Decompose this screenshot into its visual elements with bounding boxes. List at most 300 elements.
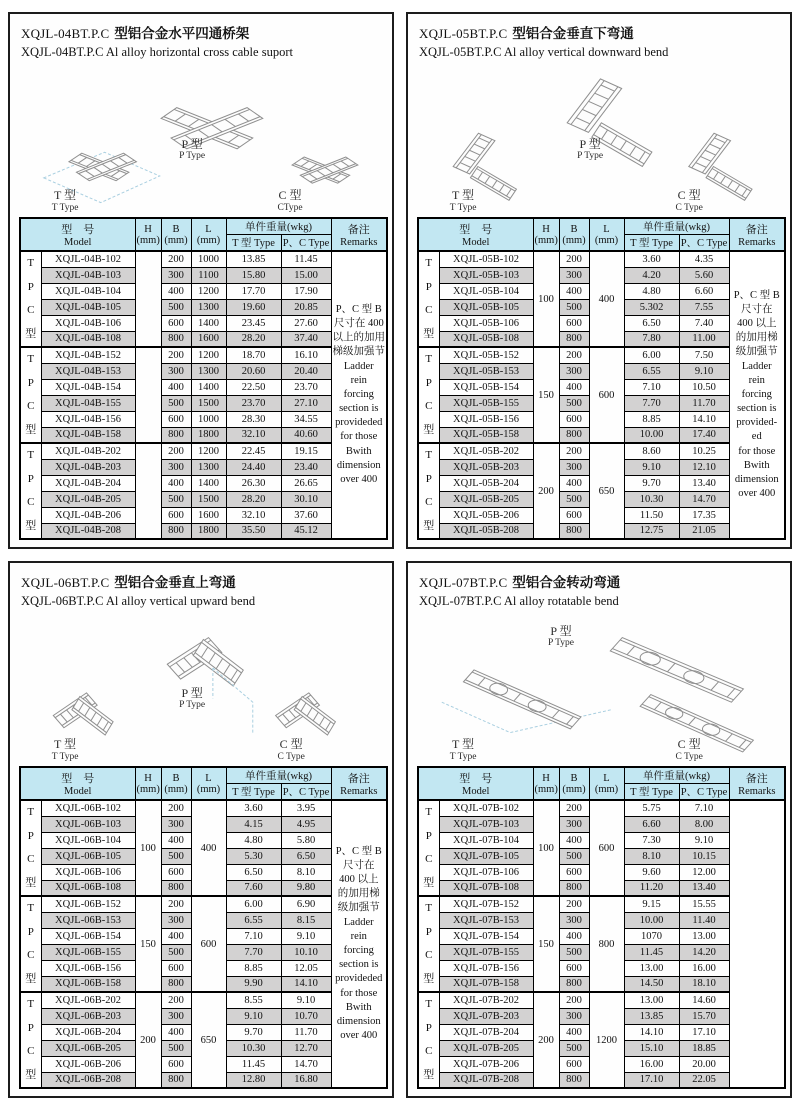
cell-weight-pc: 14.20 [679, 944, 729, 960]
cell-weight-pc: 17.35 [679, 507, 729, 523]
header-remarks: 备注 Remarks [729, 218, 785, 251]
cell-h [135, 251, 161, 347]
cell-weight-pc: 11.00 [679, 331, 729, 347]
cell-model: XQJL-05B-102 [439, 251, 533, 267]
header-model: 型 号 Model [418, 767, 533, 800]
remarks-line: provideded [335, 417, 383, 429]
cell-weight-pc: 4.95 [281, 816, 331, 832]
cell-weight-t: 22.50 [226, 379, 281, 395]
cell-weight-pc: 37.60 [281, 507, 331, 523]
cell-b: 600 [559, 1056, 589, 1072]
cell-weight-pc: 13.40 [679, 475, 729, 491]
table-body [418, 800, 785, 1088]
cell-b: 600 [559, 864, 589, 880]
cell-weight-t: 32.10 [226, 427, 281, 443]
figure-label-t: T 型 T Type [51, 188, 79, 213]
cell-weight-pc: 23.70 [281, 379, 331, 395]
cell-weight-t: 22.45 [226, 443, 281, 459]
cell-model: XQJL-07B-103 [439, 816, 533, 832]
cell-weight-pc: 27.10 [281, 395, 331, 411]
cell-b: 300 [161, 363, 191, 379]
cell-b: 400 [559, 832, 589, 848]
cell-b: 800 [559, 1072, 589, 1088]
cell-weight-t: 6.55 [624, 363, 679, 379]
cell-model: XQJL-06B-203 [41, 1008, 135, 1024]
cell-weight-t: 10.00 [624, 427, 679, 443]
cell-weight-pc: 14.10 [679, 411, 729, 427]
cell-weight-t: 7.30 [624, 832, 679, 848]
cell-weight-pc: 14.70 [679, 491, 729, 507]
cell-l: 600 [589, 800, 624, 896]
cell-weight-pc: 17.90 [281, 283, 331, 299]
cell-model: XQJL-04B-104 [41, 283, 135, 299]
cell-weight-t: 8.85 [624, 411, 679, 427]
cell-model: XQJL-04B-203 [41, 459, 135, 475]
cell-b: 800 [559, 331, 589, 347]
spec-table-06 [19, 766, 388, 1089]
remarks-line: forcing [741, 388, 772, 400]
cell-weight-t: 4.20 [624, 267, 679, 283]
cell-b: 500 [559, 395, 589, 411]
cell-weight-pc: 11.70 [281, 1024, 331, 1040]
cell-b: 200 [161, 443, 191, 459]
cell-model: XQJL-05B-206 [439, 507, 533, 523]
cell-weight-pc: 7.40 [679, 315, 729, 331]
header-unit-weight: 单件重量(wkg) [624, 218, 729, 235]
cell-l: 1500 [191, 395, 226, 411]
cell-b: 800 [559, 427, 589, 443]
cell-weight-pc: 11.70 [679, 395, 729, 411]
cell-weight-pc: 7.50 [679, 347, 729, 363]
cell-b: 400 [161, 283, 191, 299]
cell-b: 400 [161, 475, 191, 491]
section-xqjl-04 [8, 12, 394, 549]
cell-weight-t: 11.20 [624, 880, 679, 896]
cell-weight-t: 7.80 [624, 331, 679, 347]
cell-weight-t: 5.30 [226, 848, 281, 864]
cell-weight-t: 11.50 [624, 507, 679, 523]
header-l: L (mm) [589, 218, 624, 251]
cell-type-group: T P C 型 [418, 251, 439, 347]
cell-model: XQJL-07B-206 [439, 1056, 533, 1072]
cell-b: 200 [161, 347, 191, 363]
cell-weight-pc: 5.60 [679, 267, 729, 283]
cell-b: 600 [161, 864, 191, 880]
cell-weight-t: 13.00 [624, 960, 679, 976]
cell-weight-t: 9.70 [226, 1024, 281, 1040]
cell-type-group: T P C 型 [418, 800, 439, 896]
cell-b: 400 [559, 1024, 589, 1040]
remarks-line: provideded [335, 973, 383, 985]
cell-b: 600 [559, 315, 589, 331]
remarks-line: 400 以上 [339, 874, 379, 886]
cell-weight-t: 20.60 [226, 363, 281, 379]
table-row [418, 800, 785, 816]
remarks-line: Bwith [743, 459, 770, 471]
cell-model: XQJL-06B-155 [41, 944, 135, 960]
cell-weight-t: 12.80 [226, 1072, 281, 1088]
cell-h: 150 [135, 896, 161, 992]
cell-weight-t: 13.00 [624, 992, 679, 1008]
header-model: 型 号 Model [418, 218, 533, 251]
cell-b: 300 [559, 459, 589, 475]
cell-b: 400 [161, 1024, 191, 1040]
cell-model: XQJL-04B-205 [41, 491, 135, 507]
cell-remarks [331, 800, 387, 1088]
cell-l: 1800 [191, 427, 226, 443]
remarks-line: provided- [736, 417, 778, 429]
remarks-line: for those [738, 445, 776, 457]
cell-weight-pc: 12.70 [281, 1040, 331, 1056]
cell-model: XQJL-05B-152 [439, 347, 533, 363]
cell-weight-pc: 10.25 [679, 443, 729, 459]
model-code: XQJL-07BT.P.C [419, 575, 508, 590]
cell-weight-t: 9.15 [624, 896, 679, 912]
header-pc-type: P、C Type [679, 235, 729, 252]
cell-type-group: T P C 型 [20, 347, 41, 443]
title-chinese: 型铝合金垂直下弯通 [512, 26, 634, 41]
cell-b: 200 [161, 800, 191, 816]
cell-weight-t: 17.70 [226, 283, 281, 299]
cell-remarks [331, 251, 387, 539]
header-b: B (mm) [161, 218, 191, 251]
cell-weight-t: 13.85 [226, 251, 281, 267]
cell-b: 300 [559, 816, 589, 832]
cell-h: 200 [135, 992, 161, 1088]
cell-b: 500 [559, 1040, 589, 1056]
header-unit-weight: 单件重量(wkg) [226, 218, 331, 235]
cell-type-group: T P C 型 [20, 800, 41, 896]
figure-label-c: C 型 C Type [277, 737, 305, 762]
cell-b: 300 [559, 363, 589, 379]
cell-h: 100 [533, 800, 559, 896]
cell-weight-t: 11.45 [226, 1056, 281, 1072]
section-xqjl-06 [8, 561, 394, 1098]
cell-weight-pc: 23.40 [281, 459, 331, 475]
figure-label-p: P 型 P Type [548, 624, 575, 649]
figure-label-t: T 型 T Type [449, 737, 477, 762]
cell-model: XQJL-07B-156 [439, 960, 533, 976]
cell-b: 300 [559, 912, 589, 928]
cell-weight-pc: 9.10 [281, 928, 331, 944]
cell-type-group: T P C 型 [20, 896, 41, 992]
remarks-line: for those [340, 987, 378, 999]
cell-l: 1300 [191, 299, 226, 315]
cell-weight-pc: 15.70 [679, 1008, 729, 1024]
model-code: XQJL-05BT.P.C [419, 26, 508, 41]
cell-weight-pc: 16.10 [281, 347, 331, 363]
cell-weight-t: 24.40 [226, 459, 281, 475]
cell-weight-t: 6.55 [226, 912, 281, 928]
cell-model: XQJL-07B-202 [439, 992, 533, 1008]
figure-label-p: P 型 P Type [179, 686, 206, 711]
figure-label-p: P 型 P Type [577, 137, 604, 162]
remarks-line: forcing [343, 388, 374, 400]
table-header [20, 218, 387, 251]
cell-weight-t: 18.70 [226, 347, 281, 363]
cell-l: 1200 [191, 443, 226, 459]
cell-model: XQJL-06B-153 [41, 912, 135, 928]
cell-weight-pc: 5.80 [281, 832, 331, 848]
cell-h: 150 [533, 347, 559, 443]
cell-l: 1500 [191, 491, 226, 507]
cell-weight-pc: 12.00 [679, 864, 729, 880]
header-t-type: T 型 Type [624, 235, 679, 252]
cell-b: 800 [161, 880, 191, 896]
cell-weight-t: 15.80 [226, 267, 281, 283]
cell-weight-pc: 8.00 [679, 816, 729, 832]
cell-h: 100 [135, 800, 161, 896]
cell-model: XQJL-07B-203 [439, 1008, 533, 1024]
cell-model: XQJL-04B-108 [41, 331, 135, 347]
header-unit-weight: 单件重量(wkg) [624, 767, 729, 784]
title-chinese: 型铝合金转动弯通 [512, 575, 621, 590]
header-h: H (mm) [135, 767, 161, 800]
cell-model: XQJL-07B-106 [439, 864, 533, 880]
cell-model: XQJL-04B-208 [41, 523, 135, 539]
cell-b: 200 [559, 992, 589, 1008]
cell-weight-pc: 26.65 [281, 475, 331, 491]
cell-b: 300 [559, 267, 589, 283]
cell-model: XQJL-05B-158 [439, 427, 533, 443]
cell-b: 500 [161, 1040, 191, 1056]
cell-weight-pc: 14.70 [281, 1056, 331, 1072]
cell-b: 500 [559, 299, 589, 315]
remarks-line: Ladder [343, 360, 374, 372]
figure-label-t: T 型 T Type [449, 188, 477, 213]
cell-remarks [729, 251, 785, 539]
cell-model: XQJL-04B-152 [41, 347, 135, 363]
section-xqjl-05 [406, 12, 792, 549]
cell-weight-pc: 10.10 [281, 944, 331, 960]
cell-model: XQJL-04B-103 [41, 267, 135, 283]
title-chinese: 型铝合金垂直上弯通 [114, 575, 236, 590]
cell-type-group: T P C 型 [20, 992, 41, 1088]
cell-b: 200 [559, 896, 589, 912]
cell-weight-pc: 13.00 [679, 928, 729, 944]
cell-weight-t: 7.10 [624, 379, 679, 395]
cell-weight-t: 9.10 [226, 1008, 281, 1024]
cell-b: 400 [559, 475, 589, 491]
cell-weight-pc: 45.12 [281, 523, 331, 539]
header-model: 型 号 Model [20, 767, 135, 800]
remarks-line: forcing [343, 945, 374, 956]
cell-weight-t: 28.30 [226, 411, 281, 427]
cell-weight-t: 14.50 [624, 976, 679, 992]
cell-model: XQJL-05B-204 [439, 475, 533, 491]
cell-b: 600 [559, 960, 589, 976]
cell-weight-pc: 27.60 [281, 315, 331, 331]
cell-model: XQJL-07B-153 [439, 912, 533, 928]
cell-weight-pc: 6.50 [281, 848, 331, 864]
spec-table-04 [19, 217, 388, 540]
cell-l: 650 [589, 443, 624, 539]
cell-l: 1300 [191, 459, 226, 475]
header-t-type: T 型 Type [226, 235, 281, 252]
header-remarks: 备注 Remarks [331, 767, 387, 800]
cell-model: XQJL-04B-106 [41, 315, 135, 331]
cell-type-group: T P C 型 [418, 992, 439, 1088]
cell-weight-t: 4.80 [226, 832, 281, 848]
cell-weight-t: 7.70 [624, 395, 679, 411]
cell-b: 600 [559, 411, 589, 427]
title-chinese: 型铝合金水平四通桥架 [114, 26, 250, 41]
cell-h: 200 [533, 443, 559, 539]
cell-b: 400 [559, 928, 589, 944]
cell-b: 600 [559, 507, 589, 523]
remarks-line: 级加强节 [337, 902, 380, 914]
cell-weight-pc: 11.40 [679, 912, 729, 928]
cell-model: XQJL-07B-155 [439, 944, 533, 960]
remarks-line: Bwith [345, 445, 372, 457]
cell-weight-t: 7.10 [226, 928, 281, 944]
cell-model: XQJL-05B-153 [439, 363, 533, 379]
remarks-line: 梯级加强节 [332, 346, 386, 358]
cell-weight-t: 19.60 [226, 299, 281, 315]
remarks-line: 400 以上 [737, 318, 777, 330]
cell-h: 200 [533, 992, 559, 1088]
cell-b: 500 [559, 944, 589, 960]
cell-l: 1200 [191, 283, 226, 299]
cell-weight-pc: 13.40 [679, 880, 729, 896]
cell-weight-t: 17.10 [624, 1072, 679, 1088]
cell-b: 500 [559, 491, 589, 507]
cell-model: XQJL-06B-205 [41, 1040, 135, 1056]
cell-weight-pc: 22.05 [679, 1072, 729, 1088]
cell-b: 400 [161, 928, 191, 944]
cell-weight-t: 6.00 [226, 896, 281, 912]
cell-weight-t: 23.70 [226, 395, 281, 411]
cell-model: XQJL-04B-153 [41, 363, 135, 379]
cell-b: 600 [161, 960, 191, 976]
cell-b: 200 [559, 347, 589, 363]
cell-b: 400 [559, 379, 589, 395]
cell-model: XQJL-06B-104 [41, 832, 135, 848]
cell-weight-pc: 17.40 [679, 427, 729, 443]
header-pc-type: P、C Type [679, 784, 729, 801]
cell-model: XQJL-07B-102 [439, 800, 533, 816]
cell-b: 800 [559, 880, 589, 896]
section-title-en: XQJL-05BT.P.C Al alloy vertical downward bend [419, 45, 669, 59]
header-t-type: T 型 Type [624, 784, 679, 801]
table-row [20, 800, 387, 816]
cell-weight-pc: 17.10 [679, 1024, 729, 1040]
cell-model: XQJL-07B-152 [439, 896, 533, 912]
cell-weight-t: 9.70 [624, 475, 679, 491]
remarks-line: P、C 型 B [335, 845, 382, 857]
cell-weight-t: 9.10 [624, 459, 679, 475]
cell-weight-t: 3.60 [226, 800, 281, 816]
cell-weight-pc: 21.05 [679, 523, 729, 539]
cell-weight-pc: 7.55 [679, 299, 729, 315]
cell-model: XQJL-06B-152 [41, 896, 135, 912]
cell-model: XQJL-07B-208 [439, 1072, 533, 1088]
remarks-line: 以上的加用 [332, 332, 386, 344]
cell-model: XQJL-06B-106 [41, 864, 135, 880]
cell-type-group: T P C 型 [418, 896, 439, 992]
cell-l: 1400 [191, 475, 226, 491]
cell-b: 300 [161, 912, 191, 928]
cell-b: 300 [161, 459, 191, 475]
remarks-line: rein [350, 374, 367, 386]
cell-b: 800 [559, 976, 589, 992]
cell-weight-t: 4.80 [624, 283, 679, 299]
cell-weight-t: 8.10 [624, 848, 679, 864]
cell-weight-t: 8.85 [226, 960, 281, 976]
cell-weight-pc: 10.50 [679, 379, 729, 395]
cell-weight-pc: 15.00 [281, 267, 331, 283]
section-xqjl-07 [406, 561, 792, 1098]
cell-weight-t: 9.90 [226, 976, 281, 992]
cell-weight-pc: 9.10 [679, 363, 729, 379]
remarks-line: Ladder [741, 360, 772, 372]
table-body [20, 251, 387, 539]
cell-model: XQJL-06B-202 [41, 992, 135, 1008]
remarks-line: Ladder [343, 916, 374, 928]
cell-model: XQJL-04B-155 [41, 395, 135, 411]
section-title-zh [21, 571, 383, 591]
cell-model: XQJL-05B-155 [439, 395, 533, 411]
cell-b: 500 [161, 491, 191, 507]
cell-weight-pc: 18.85 [679, 1040, 729, 1056]
cell-weight-pc: 18.10 [679, 976, 729, 992]
header-l: L (mm) [191, 218, 226, 251]
cell-l: 600 [191, 896, 226, 992]
figure-label-c: C 型 C Type [675, 188, 703, 213]
figure-area [417, 611, 781, 763]
cell-model: XQJL-05B-104 [439, 283, 533, 299]
remarks-line: Bwith [345, 1001, 372, 1013]
cell-weight-pc: 10.70 [281, 1008, 331, 1024]
cell-b: 400 [161, 379, 191, 395]
remarks-line: over 400 [340, 473, 378, 485]
figure-area [19, 611, 383, 763]
cell-b: 500 [161, 299, 191, 315]
cell-l: 650 [191, 992, 226, 1088]
cell-weight-t: 6.50 [226, 864, 281, 880]
cell-weight-t: 10.30 [226, 1040, 281, 1056]
header-b: B (mm) [161, 767, 191, 800]
spec-table-05 [417, 217, 786, 540]
cell-h [135, 443, 161, 539]
cell-b: 800 [161, 427, 191, 443]
cell-weight-pc: 7.10 [679, 800, 729, 816]
remarks-line: for those [340, 431, 378, 443]
cell-b: 800 [161, 331, 191, 347]
cell-weight-pc: 6.90 [281, 896, 331, 912]
cell-model: XQJL-06B-158 [41, 976, 135, 992]
cell-b: 300 [161, 1008, 191, 1024]
header-h: H (mm) [135, 218, 161, 251]
cell-l: 1100 [191, 267, 226, 283]
cell-model: XQJL-06B-208 [41, 1072, 135, 1088]
cell-b: 200 [559, 800, 589, 816]
remarks-line: rein [350, 930, 367, 942]
figure-label-t: T 型 T Type [51, 737, 79, 762]
model-code: XQJL-06BT.P.C [21, 575, 110, 590]
cell-weight-t: 15.10 [624, 1040, 679, 1056]
cell-h: 100 [533, 251, 559, 347]
cell-b: 400 [559, 283, 589, 299]
cell-model: XQJL-06B-103 [41, 816, 135, 832]
cell-weight-t: 10.00 [624, 912, 679, 928]
cell-h: 150 [533, 896, 559, 992]
cell-l: 1300 [191, 363, 226, 379]
cell-model: XQJL-04B-154 [41, 379, 135, 395]
cell-weight-pc: 9.80 [281, 880, 331, 896]
cell-model: XQJL-07B-105 [439, 848, 533, 864]
figure-label-c: C 型 C Type [675, 737, 703, 762]
